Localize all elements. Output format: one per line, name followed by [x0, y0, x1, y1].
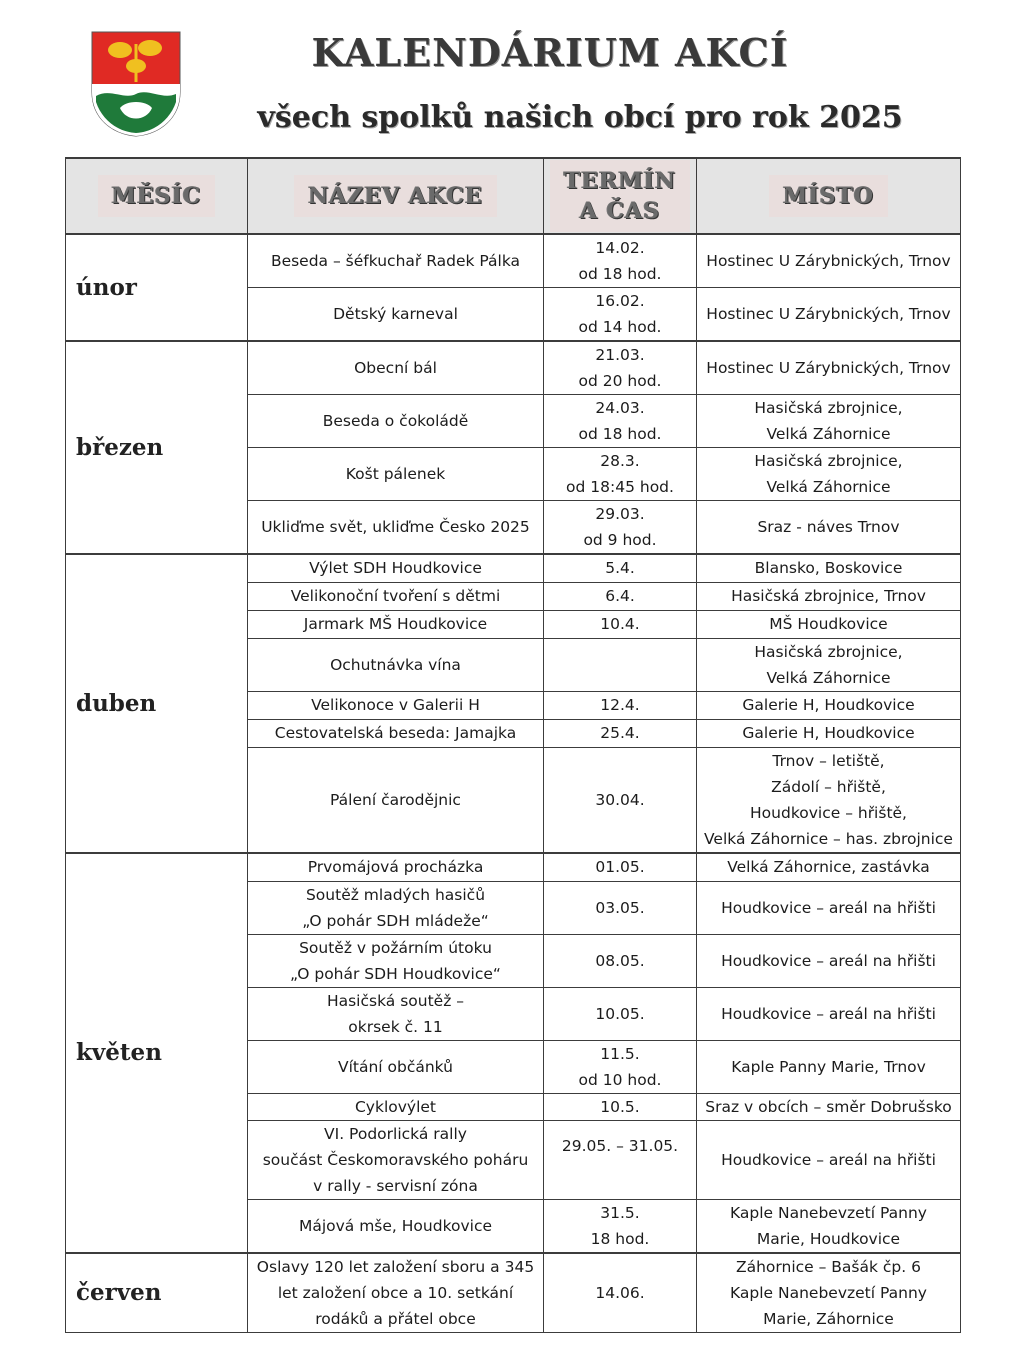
month-cell: květen — [66, 853, 248, 1253]
page-subtitle: všech spolků našich obcí pro rok 2025 — [257, 100, 903, 135]
event-place-cell: Záhornice – Bašák čp. 6 Kaple Nanebevzetí Panny Marie, Záhornice — [697, 1253, 961, 1333]
column-header-place: MÍSTO — [697, 158, 961, 234]
event-date-cell: 08.05. — [544, 934, 697, 987]
events-calendar-table — [65, 157, 961, 1333]
event-date-cell: 29.05. – 31.05. — [544, 1120, 697, 1199]
event-name-cell: Obecní bál — [248, 341, 544, 395]
event-place-cell: Hostinec U Zárybnických, Trnov — [697, 234, 961, 288]
column-header-event: NÁZEV AKCE — [248, 158, 544, 234]
table-row — [66, 1253, 961, 1333]
event-name-cell: Beseda – šéfkuchař Radek Pálka — [248, 234, 544, 288]
event-date-cell: 30.04. — [544, 747, 697, 853]
event-place-cell: Kaple Nanebevzetí Panny Marie, Houdkovice — [697, 1199, 961, 1253]
event-name-cell: Soutěž mladých hasičů „O pohár SDH mládeže“ — [248, 881, 544, 934]
event-name-cell: VI. Podorlická rally součást Českomoravského poháru v rally - servisní zóna — [248, 1120, 544, 1199]
event-place-cell: Hasičská zbrojnice, Velká Záhornice — [697, 448, 961, 501]
table-row — [66, 554, 961, 582]
event-name-cell: Vítání občánků — [248, 1040, 544, 1093]
event-date-cell: 10.05. — [544, 987, 697, 1040]
month-cell: červen — [66, 1253, 248, 1333]
event-date-cell: 24.03. od 18 hod. — [544, 395, 697, 448]
event-date-cell: 29.03. od 9 hod. — [544, 501, 697, 555]
event-date-cell: 16.02. od 14 hod. — [544, 288, 697, 342]
event-name-cell: Pálení čarodějnic — [248, 747, 544, 853]
event-place-cell: Houdkovice – areál na hřišti — [697, 934, 961, 987]
table-row — [66, 853, 961, 881]
event-place-cell: Hasičská zbrojnice, Velká Záhornice — [697, 395, 961, 448]
month-cell: únor — [66, 234, 248, 341]
event-place-cell: Hasičská zbrojnice, Velká Záhornice — [697, 638, 961, 691]
event-date-cell: 6.4. — [544, 582, 697, 610]
table-row — [66, 341, 961, 395]
event-name-cell: Velikonoční tvoření s dětmi — [248, 582, 544, 610]
event-name-cell: Hasičská soutěž – okrsek č. 11 — [248, 987, 544, 1040]
column-header-month: MĚSÍC — [66, 158, 248, 234]
event-date-cell: 31.5. 18 hod. — [544, 1199, 697, 1253]
event-place-cell: Houdkovice – areál na hřišti — [697, 1120, 961, 1199]
event-place-cell: Velká Záhornice, zastávka — [697, 853, 961, 881]
table-row — [66, 234, 961, 288]
event-place-cell: Blansko, Boskovice — [697, 554, 961, 582]
month-cell: březen — [66, 341, 248, 554]
page-title: KALENDÁRIUM AKCÍ — [311, 30, 789, 75]
event-place-cell: Trnov – letiště, Zádolí – hřiště, Houdkovice – hřiště, Velká Záhornice – has. zbrojnice — [697, 747, 961, 853]
event-name-cell: Cestovatelská beseda: Jamajka — [248, 719, 544, 747]
event-name-cell: Ochutnávka vína — [248, 638, 544, 691]
table-header-row — [66, 158, 961, 234]
event-name-cell: Cyklovýlet — [248, 1093, 544, 1120]
event-date-cell: 01.05. — [544, 853, 697, 881]
event-date-cell: 14.06. — [544, 1253, 697, 1333]
event-date-cell: 25.4. — [544, 719, 697, 747]
column-header-date: TERMÍN A ČAS — [544, 158, 697, 234]
event-name-cell: Košt pálenek — [248, 448, 544, 501]
event-place-cell: Kaple Panny Marie, Trnov — [697, 1040, 961, 1093]
event-name-cell: Ukliďme svět, ukliďme Česko 2025 — [248, 501, 544, 555]
event-date-cell — [544, 638, 697, 691]
event-place-cell: Houdkovice – areál na hřišti — [697, 881, 961, 934]
event-name-cell: Oslavy 120 let založení sboru a 345 let založení obce a 10. setkání rodáků a přátel obce — [248, 1253, 544, 1333]
month-cell: duben — [66, 554, 248, 853]
event-name-cell: Beseda o čokoládě — [248, 395, 544, 448]
event-name-cell: Výlet SDH Houdkovice — [248, 554, 544, 582]
event-place-cell: Hasičská zbrojnice, Trnov — [697, 582, 961, 610]
event-date-cell: 21.03. od 20 hod. — [544, 341, 697, 395]
event-name-cell: Májová mše, Houdkovice — [248, 1199, 544, 1253]
event-name-cell: Prvomájová procházka — [248, 853, 544, 881]
event-date-cell: 5.4. — [544, 554, 697, 582]
event-place-cell: Galerie H, Houdkovice — [697, 719, 961, 747]
event-date-cell: 10.5. — [544, 1093, 697, 1120]
event-place-cell: Sraz v obcích – směr Dobrušsko — [697, 1093, 961, 1120]
event-date-cell: 11.5. od 10 hod. — [544, 1040, 697, 1093]
village-crest-emblem — [90, 30, 182, 138]
event-place-cell: Hostinec U Zárybnických, Trnov — [697, 341, 961, 395]
event-place-cell: Houdkovice – areál na hřišti — [697, 987, 961, 1040]
event-place-cell: Galerie H, Houdkovice — [697, 691, 961, 719]
event-place-cell: MŠ Houdkovice — [697, 610, 961, 638]
event-name-cell: Soutěž v požárním útoku „O pohár SDH Houdkovice“ — [248, 934, 544, 987]
event-date-cell: 03.05. — [544, 881, 697, 934]
event-date-cell: 28.3. od 18:45 hod. — [544, 448, 697, 501]
event-date-cell: 12.4. — [544, 691, 697, 719]
event-name-cell: Dětský karneval — [248, 288, 544, 342]
event-date-cell: 10.4. — [544, 610, 697, 638]
event-name-cell: Jarmark MŠ Houdkovice — [248, 610, 544, 638]
event-name-cell: Velikonoce v Galerii H — [248, 691, 544, 719]
event-place-cell: Hostinec U Zárybnických, Trnov — [697, 288, 961, 342]
event-date-cell: 14.02. od 18 hod. — [544, 234, 697, 288]
event-place-cell: Sraz - náves Trnov — [697, 501, 961, 555]
